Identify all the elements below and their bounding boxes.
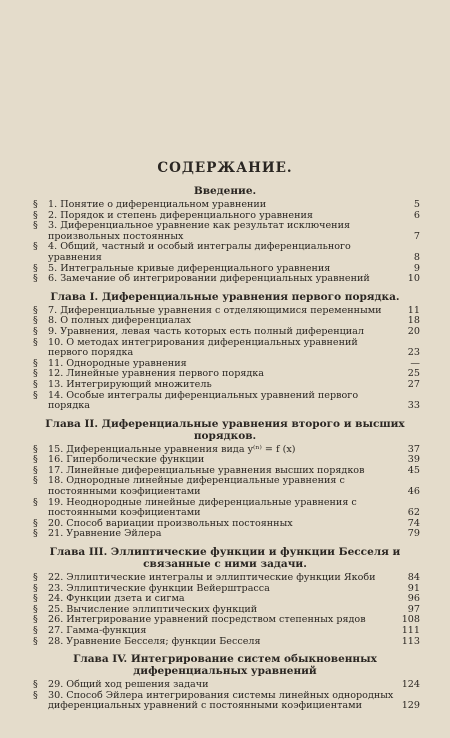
- toc-entry: [30, 242, 420, 263]
- toc-entry-text: 24. Функции дзета и сигма: [48, 593, 185, 605]
- toc-entry-text: 4. Общий, частный и особый интегралы диференциального уравнения: [48, 241, 351, 263]
- toc-entry-text: 7. Диференциальные уравнения с отделяющимися переменными: [48, 304, 382, 316]
- toc-entry-page: 39: [407, 454, 420, 466]
- toc-entry-text: 22. Эллиптические интегралы и эллиптические функции Якоби: [48, 572, 376, 584]
- toc-entry-text: 20. Способ вариации произвольных постоянных: [48, 517, 293, 529]
- section-sign: §: [33, 679, 38, 691]
- toc-entry-page: 113: [401, 635, 420, 647]
- toc-entry-page: 79: [407, 528, 420, 540]
- section-sign: §: [33, 273, 38, 285]
- toc-entry-text: 26. Интегрирование уравнений посредством степенных рядов: [48, 614, 366, 626]
- toc-title: СОДЕРЖАНИЕ.: [157, 160, 293, 176]
- toc-entry-page: 7: [413, 230, 420, 242]
- section-sign: §: [33, 603, 38, 615]
- section-heading: Введение.: [193, 185, 257, 197]
- section-sign: §: [33, 389, 38, 401]
- section-sign: §: [33, 241, 38, 253]
- toc-entry-text: 13. Интегрирующий множитель: [48, 378, 212, 390]
- toc-entry-text: 12. Линейные уравнения первого порядка: [48, 368, 265, 380]
- toc-entry-page: 18: [407, 315, 420, 327]
- toc-entry-page: 129: [401, 700, 420, 712]
- toc-entry-text: 16. Гиперболические функции: [48, 454, 205, 466]
- toc-entry-text: 11. Однородные уравнения: [48, 357, 187, 369]
- toc-entry-page: 124: [401, 679, 420, 691]
- toc-section: [30, 546, 420, 647]
- toc-entry-page: 20: [407, 325, 420, 337]
- toc-entry: [30, 476, 420, 497]
- toc-section: [30, 418, 420, 540]
- toc-entry-page: 6: [413, 209, 420, 221]
- toc-entry: [30, 327, 420, 338]
- section-sign: §: [33, 582, 38, 594]
- toc-entry-text: 14. Особые интегралы диференциальных уравнений первого порядка: [48, 389, 359, 412]
- section-sign: §: [33, 635, 38, 647]
- toc-entry-text: 5. Интегральные кривые диференциального уравнения: [48, 262, 331, 274]
- toc-entry-text: 27. Гамма-функция: [48, 625, 147, 636]
- toc-entry: [30, 338, 420, 359]
- toc-entry-text: 6. Замечание об интегрировании диференциальных уравнений: [48, 273, 370, 285]
- toc-entry: [30, 380, 420, 391]
- section-sign: §: [33, 357, 38, 369]
- toc-entry-page: 33: [407, 400, 420, 412]
- toc-section: [30, 653, 420, 712]
- section-sign: §: [33, 262, 38, 274]
- toc-entry: [30, 626, 420, 637]
- toc-entry-text: 28. Уравнение Бесселя; функции Бесселя: [48, 635, 261, 647]
- toc-entry: [30, 274, 420, 285]
- toc-entry: [30, 529, 420, 540]
- toc-entry-page: 23: [407, 347, 420, 359]
- toc-entry-text: 9. Уравнения, левая часть которых есть полный диференциал: [48, 325, 364, 337]
- section-sign: §: [33, 378, 38, 390]
- section-sign: §: [33, 209, 38, 221]
- section-sign: §: [33, 528, 38, 540]
- toc-entry-page: 11: [407, 304, 420, 316]
- toc-entry-text: 25. Вычисление эллиптических функций: [48, 603, 258, 615]
- section-sign: §: [33, 325, 38, 337]
- section-sign: §: [33, 464, 38, 476]
- toc-entry-page: 8: [413, 251, 420, 263]
- toc-entry-page: 45: [407, 464, 420, 476]
- section-sign: §: [33, 336, 38, 348]
- toc-list: [30, 185, 420, 712]
- toc-entry-text: 30. Способ Эйлера интегрирования системы линейных однородных диференциальных уравнений с постоянными коэфициентами: [48, 689, 394, 712]
- toc-entry-text: 18. Однородные линейные диференциальные уравнения с постоянными коэфициентами: [48, 475, 345, 498]
- section-sign: §: [33, 315, 38, 327]
- toc-entry-page: 27: [407, 378, 420, 390]
- toc-entry-text: 23. Эллиптические функции Вейерштрасса: [48, 582, 270, 594]
- section-sign: §: [33, 572, 38, 584]
- toc-entry-text: 1. Понятие о диференциальном уравнении: [48, 199, 267, 210]
- toc-entry: [30, 637, 420, 648]
- toc-section: [30, 291, 420, 412]
- toc-entry-page: 9: [413, 262, 420, 274]
- toc-entry: [30, 498, 420, 519]
- toc-entry-page: 96: [407, 593, 420, 605]
- toc-entry-text: 3. Диференциальное уравнение как результат исключения произвольных постоянных: [48, 220, 351, 242]
- toc-entry: [30, 221, 420, 242]
- section-sign: §: [33, 199, 38, 210]
- toc-entry-text: 10. О методах интегрирования диференциальных уравнений первого порядка: [48, 336, 358, 359]
- section-sign: §: [33, 496, 38, 508]
- toc-entry-page: 74: [407, 517, 420, 529]
- toc-entry-page: —: [410, 357, 420, 369]
- section-sign: §: [33, 625, 38, 636]
- toc-entry-page: 25: [407, 368, 420, 380]
- section-heading: Глава II. Диференциальные уравнения второго и высших порядков.: [45, 417, 405, 442]
- toc-entry-page: 10: [407, 273, 420, 285]
- toc-entry: [30, 391, 420, 412]
- section-heading: Глава IV. Интегрирование систем обыкновенных диференциальных уравнений: [73, 653, 377, 678]
- section-sign: §: [33, 475, 38, 487]
- toc-entry-page: 84: [407, 572, 420, 584]
- toc-entry-page: 108: [401, 614, 420, 626]
- toc-entry-page: 46: [407, 486, 420, 498]
- toc-entry-page: 37: [407, 443, 420, 455]
- toc-entry-text: 21. Уравнение Эйлера: [48, 528, 162, 540]
- section-sign: §: [33, 304, 38, 316]
- toc-entry-text: 2. Порядок и степень диференциального уравнения: [48, 209, 313, 221]
- toc-entry-page: 62: [407, 507, 420, 519]
- toc-entry-page: 5: [413, 199, 420, 210]
- section-heading: Глава I. Диференциальные уравнения первого порядка.: [50, 290, 400, 303]
- section-sign: §: [33, 614, 38, 626]
- toc-entry-page: 91: [407, 582, 420, 594]
- section-sign: §: [33, 517, 38, 529]
- toc-entry-text: 17. Линейные диференциальные уравнения высших порядков: [48, 464, 365, 476]
- section-sign: §: [33, 593, 38, 605]
- toc-entry-page: 111: [401, 625, 420, 636]
- section-sign: §: [33, 689, 38, 701]
- toc-section: [30, 185, 420, 285]
- toc-entry-page: 97: [407, 603, 420, 615]
- toc-entry-text: 29. Общий ход решения задачи: [48, 679, 209, 691]
- section-sign: §: [33, 454, 38, 466]
- toc-entry: [30, 200, 420, 211]
- toc-entry: [30, 691, 420, 712]
- section-heading: Глава III. Эллиптические функции и функции Бесселя и связанные с ними задачи.: [49, 546, 401, 571]
- section-sign: §: [33, 220, 38, 232]
- toc-entry-text: 19. Неоднородные линейные диференциальные уравнения с постоянными коэфициентами: [48, 496, 357, 519]
- section-sign: §: [33, 443, 38, 455]
- section-sign: §: [33, 368, 38, 380]
- toc-entry-text: 15. Диференциальные уравнения вида y⁽ⁿ⁾ = f (x): [48, 443, 296, 455]
- toc-entry-text: 8. О полных диференциалах: [48, 315, 192, 327]
